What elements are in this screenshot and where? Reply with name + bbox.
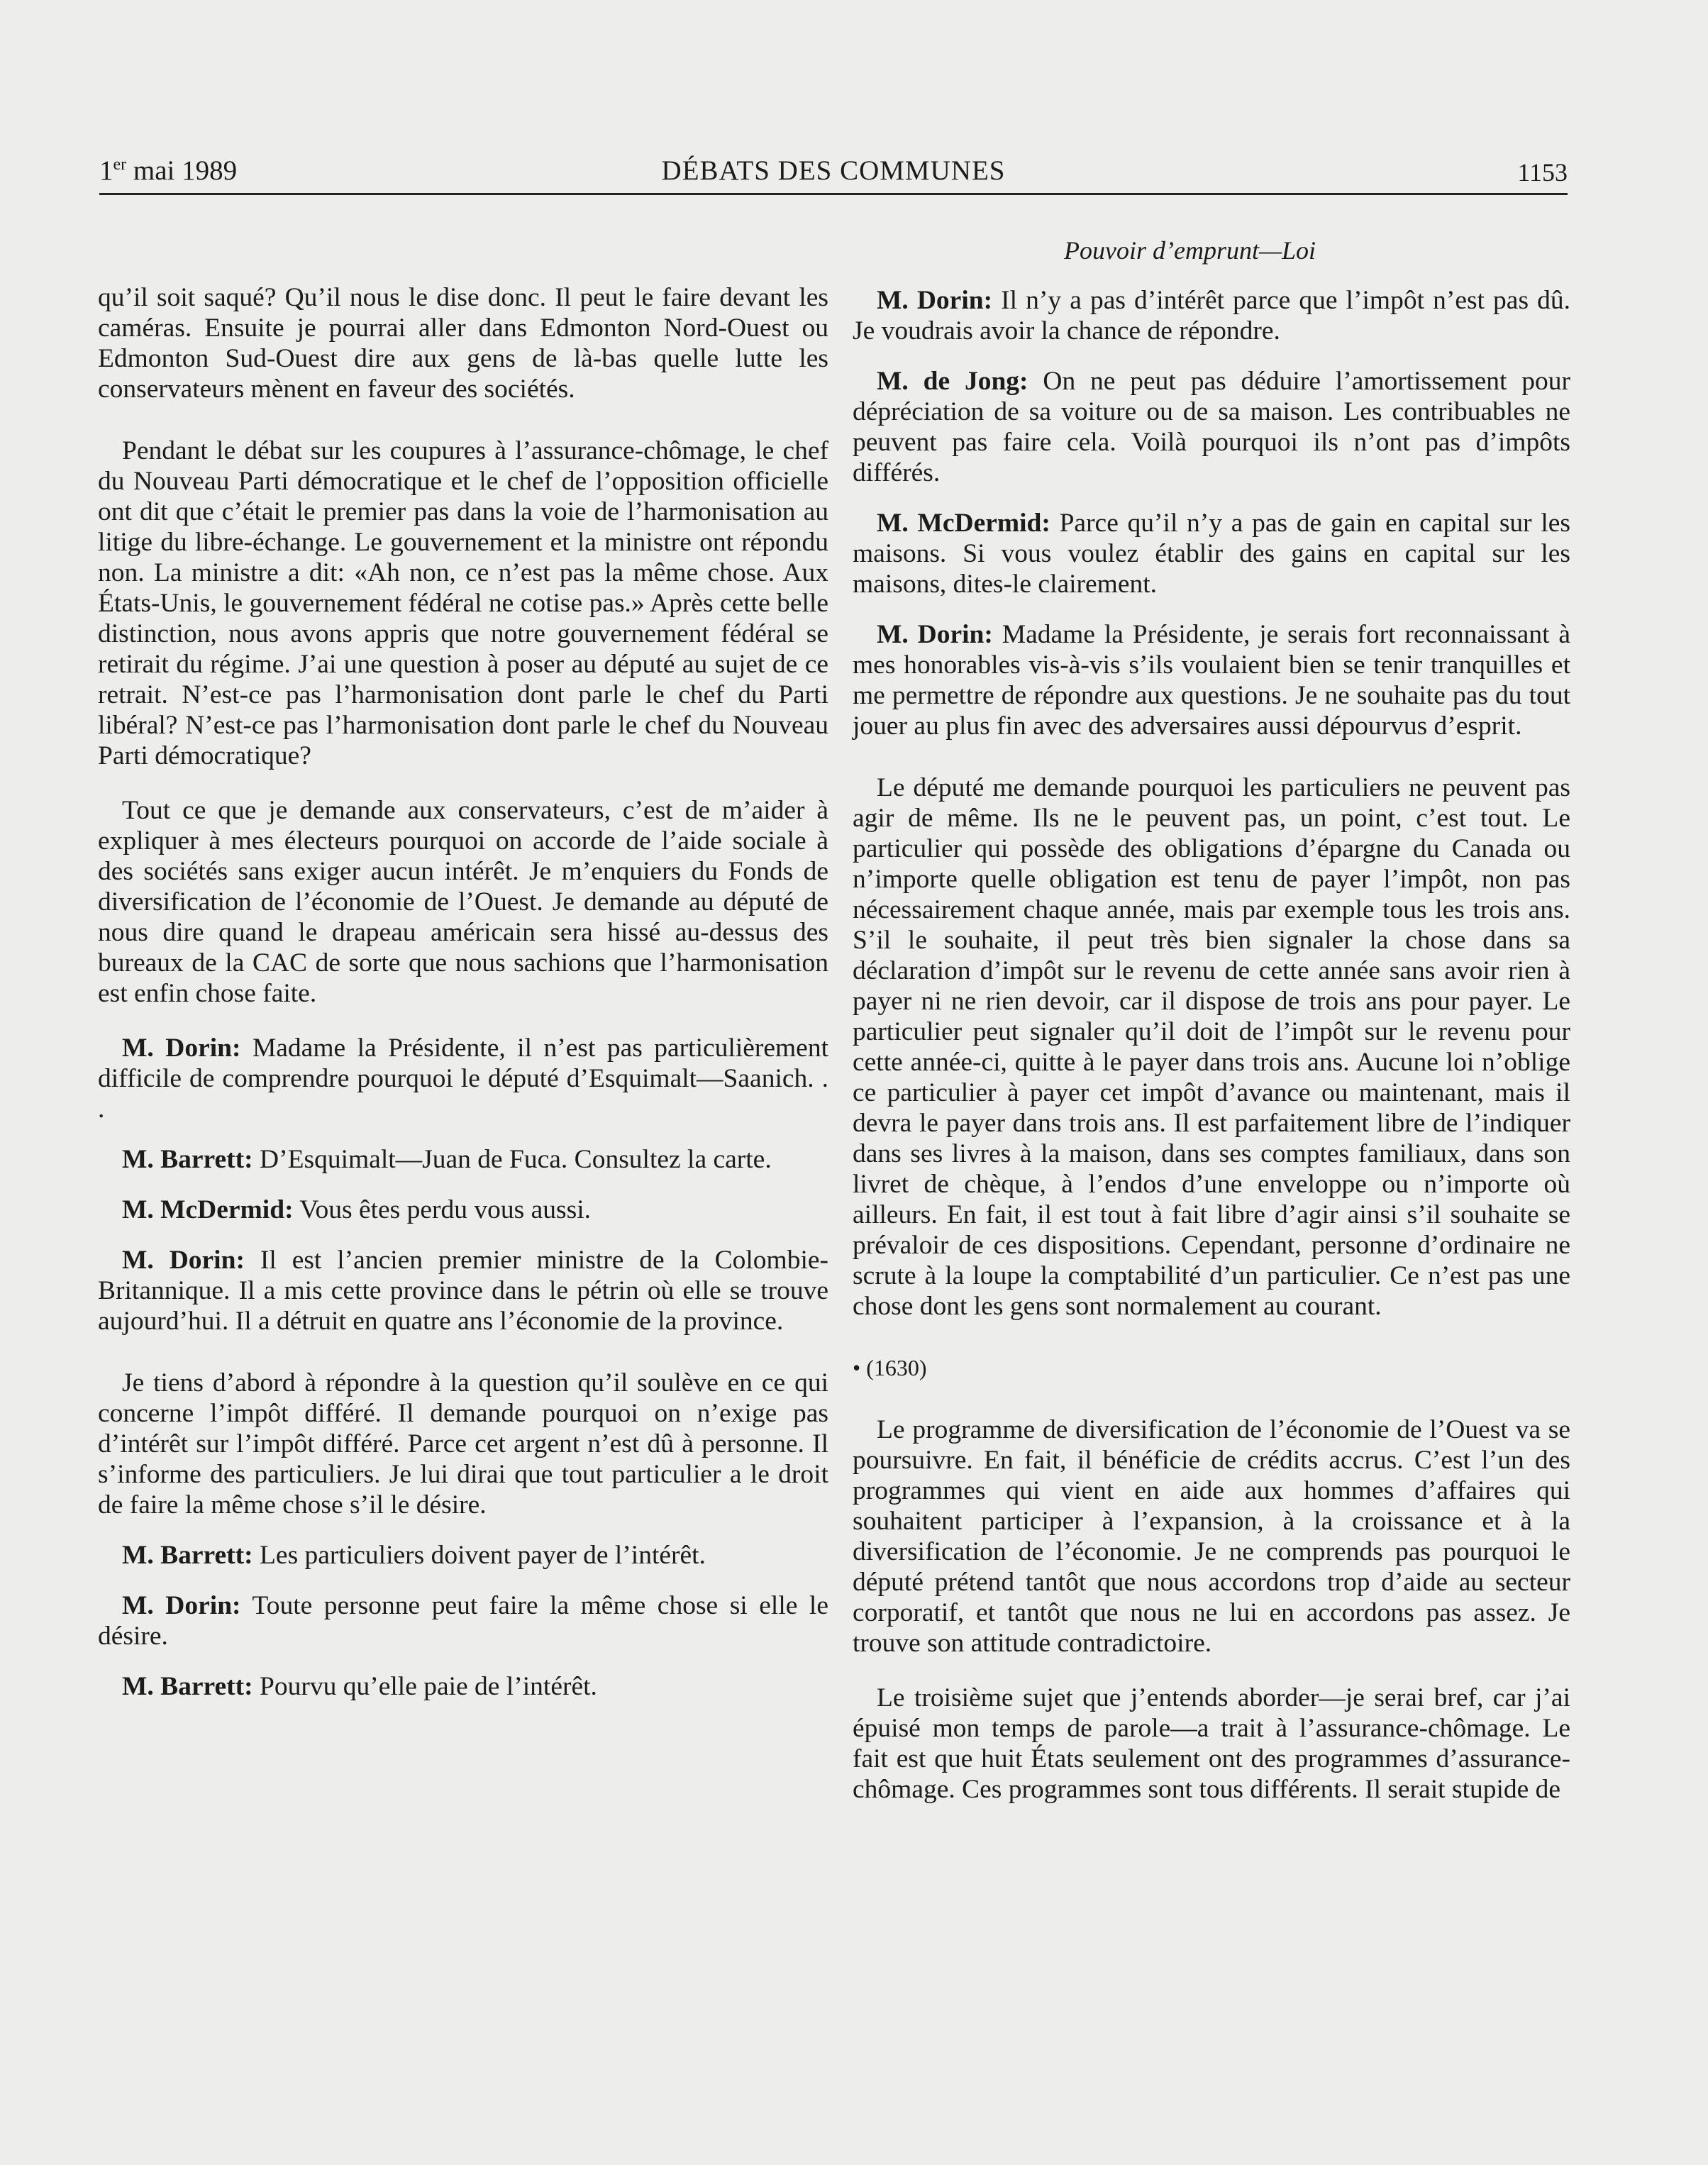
page-header bbox=[99, 149, 1568, 195]
speech-text: Les particuliers doivent payer de l’intérêt. bbox=[253, 1541, 706, 1570]
paragraph: Je tiens d’abord à répondre à la question qu’il soulève en ce qui concerne l’impôt différé. Il demande pourquoi on n’exige pas d’intérêt sur l’impôt différé. Parce cet argent n’est dû à personne. Il s’informe des particuliers. Je lui dirai que tout particulier a le droit de faire la même chose s’il le désire. bbox=[98, 1368, 828, 1519]
header-title: DÉBATS DES COMMUNES bbox=[661, 155, 1006, 186]
header-date-rest: mai 1989 bbox=[126, 155, 238, 186]
speaker-name: M. Barrett: bbox=[122, 1672, 253, 1701]
paragraph: Le programme de diversification de l’économie de l’Ouest va se poursuivre. En fait, il bénéficie de crédits accrus. C’est l’un des programmes qui vient en aide aux hommes d’affaires qui souhaitent participer à l’expansion, à la croissance et à la diversification de l’économie. Je ne comprends pas pourquoi le député prétend tantôt que nous accordons trop d’aide au secteur corporatif, et tantôt que nous ne lui en accordons pas assez. Je trouve son attitude contradictoire. bbox=[853, 1415, 1570, 1658]
paragraph: qu’il soit saqué? Qu’il nous le dise donc. Il peut le faire devant les caméras. Ensuite je pourrai aller dans Edmonton Nord-Ouest ou Edmonton Sud-Ouest dire aux gens de là-bas quelle lutte les conservateurs mènent en faveur des sociétés. bbox=[98, 283, 828, 404]
paragraph: Pendant le débat sur les coupures à l’assurance-chômage, le chef du Nouveau Parti démocratique et le chef de l’opposition officielle ont dit que c’était le premier pas dans la voie de l’harmonisation au litige du libre-échange. Le gouvernement et la ministre ont répondu non. La ministre a dit: «Ah non, ce n’est pas la même chose. Aux États-Unis, le gouvernement fédéral ne cotise pas.» Après cette belle distinction, nous avons appris que notre gouvernement fédéral se retirait du régime. J’ai une question à poser au député au sujet de ce retrait. N’est-ce pas l’harmonisation dont parle le chef du Parti libéral? N’est-ce pas l’harmonisation dont parle le chef du Nouveau Parti démocratique? bbox=[98, 436, 828, 770]
speech-text: Vous êtes perdu vous aussi. bbox=[293, 1195, 592, 1224]
speaker-name: M. Barrett: bbox=[122, 1145, 253, 1174]
speech-text: Parce qu’il n’y a pas de gain en capital sur les maisons. Si vous voulez établir des gains en capital sur les maisons, dites-le clairement. bbox=[853, 509, 1570, 599]
speech-text: Il n’y a pas d’intérêt parce que l’impôt n’est pas dû. Je voudrais avoir la chance de répondre. bbox=[853, 286, 1570, 345]
speech-text: Toute personne peut faire la même chose si elle le désire. bbox=[98, 1591, 828, 1651]
speech bbox=[98, 1540, 828, 1571]
speech bbox=[98, 1033, 828, 1124]
page-number: 1153 bbox=[1517, 158, 1568, 187]
header-date-sup: er bbox=[113, 155, 127, 174]
speech bbox=[98, 1590, 828, 1651]
time-marker: • (1630) bbox=[853, 1355, 927, 1380]
speech-text: Madame la Présidente, il n’est pas particulièrement difficile de comprendre pourquoi le député d’Esquimalt—Saanich. . . bbox=[98, 1034, 828, 1124]
header-date-day: 1 bbox=[99, 155, 113, 186]
right-column bbox=[853, 285, 1570, 1805]
speech-text: Il est l’ancien premier ministre de la Colombie-Britannique. Il a mis cette province dans le pétrin où elle se trouve aujourd’hui. Il a détruit en quatre ans l’économie de la province. bbox=[98, 1246, 828, 1336]
section-subheading: Pouvoir d’emprunt—Loi bbox=[1064, 236, 1316, 265]
speaker-name: M. McDermid: bbox=[877, 509, 1050, 538]
speech bbox=[853, 366, 1570, 488]
paragraph: Tout ce que je demande aux conservateurs, c’est de m’aider à expliquer à mes électeurs pourquoi on accorde de l’aide sociale à des sociétés sans exiger aucun intérêt. Je m’enquiers du Fonds de diversification de l’économie de l’Ouest. Je demande au député de nous dire quand le drapeau américain sera hissé au-dessus des bureaux de la CAC de sorte que nous sachions que l’harmonisation est enfin chose faite. bbox=[98, 796, 828, 1008]
speech bbox=[853, 508, 1570, 599]
speaker-name: M. Dorin: bbox=[122, 1034, 241, 1063]
speech-text: D’Esquimalt—Juan de Fuca. Consultez la carte. bbox=[253, 1145, 772, 1174]
speaker-name: M. Dorin: bbox=[877, 620, 993, 649]
speaker-name: M. de Jong: bbox=[877, 367, 1028, 396]
speech bbox=[853, 619, 1570, 741]
speech bbox=[98, 1195, 828, 1225]
speaker-name: M. Dorin: bbox=[877, 286, 993, 315]
left-column bbox=[98, 282, 828, 1702]
speaker-name: M. Dorin: bbox=[122, 1591, 241, 1620]
speech bbox=[98, 1144, 828, 1175]
speech bbox=[853, 285, 1570, 346]
paragraph: Le député me demande pourquoi les particuliers ne peuvent pas agir de même. Ils ne le peuvent pas, un point, c’est tout. Le particulier qui possède des obligations d’épargne du Canada ou n’importe quelle obligation est tenu de payer l’impôt, non pas nécessairement chaque année, mais par exemple tous les trois ans. S’il le souhaite, il peut très bien signaler la chose dans sa déclaration d’impôt sur le revenu de cette année sans avoir rien à payer ni ne rien devoir, car il dispose de trois ans pour payer. Le particulier peut signaler qu’il doit de l’impôt sur le revenu pour cette année-ci, quitte à le payer dans trois ans. Aucune loi n’oblige ce particulier à payer cet impôt d’avance ou maintenant, mais il devra le payer dans trois ans. Il est parfaitement libre de l’indiquer dans ses livres à la maison, dans ses comptes familiaux, dans son livret de chèque, à l’endos d’une enveloppe ou n’importe où ailleurs. En fait, il est tout à fait libre d’agir ainsi s’il souhaite se prévaloir de ces dispositions. Cependant, personne d’ordinaire ne scrute à la loupe la comptabilité d’un particulier. Ce n’est pas une chose dont les gens sont normalement au courant. bbox=[853, 773, 1570, 1321]
speaker-name: M. Barrett: bbox=[122, 1541, 253, 1570]
speaker-name: M. McDermid: bbox=[122, 1195, 294, 1224]
speech-text: Madame la Présidente, je serais fort reconnaissant à mes honorables vis-à-vis s’ils voulaient bien se tenir tranquilles et me permettre de répondre aux questions. Je ne souhaite pas du tout jouer au plus fin avec des adversaires aussi dépourvus d’esprit. bbox=[853, 620, 1570, 741]
speech bbox=[98, 1245, 828, 1336]
paragraph: Le troisième sujet que j’entends aborder—je serai bref, car j’ai épuisé mon temps de parole—a trait à l’assurance-chômage. Le fait est que huit États seulement ont des programmes d’assurance-chômage. Ces programmes sont tous différents. Il serait stupide de bbox=[853, 1683, 1570, 1804]
speech-text: On ne peut pas déduire l’amortissement pour dépréciation de sa voiture ou de sa maison. Les contribuables ne peuvent pas faire cela. Voilà pourquoi ils n’ont pas d’impôts différés. bbox=[853, 367, 1570, 487]
speech bbox=[98, 1671, 828, 1702]
speech-text: Pourvu qu’elle paie de l’intérêt. bbox=[253, 1672, 597, 1701]
speaker-name: M. Dorin: bbox=[122, 1246, 245, 1275]
